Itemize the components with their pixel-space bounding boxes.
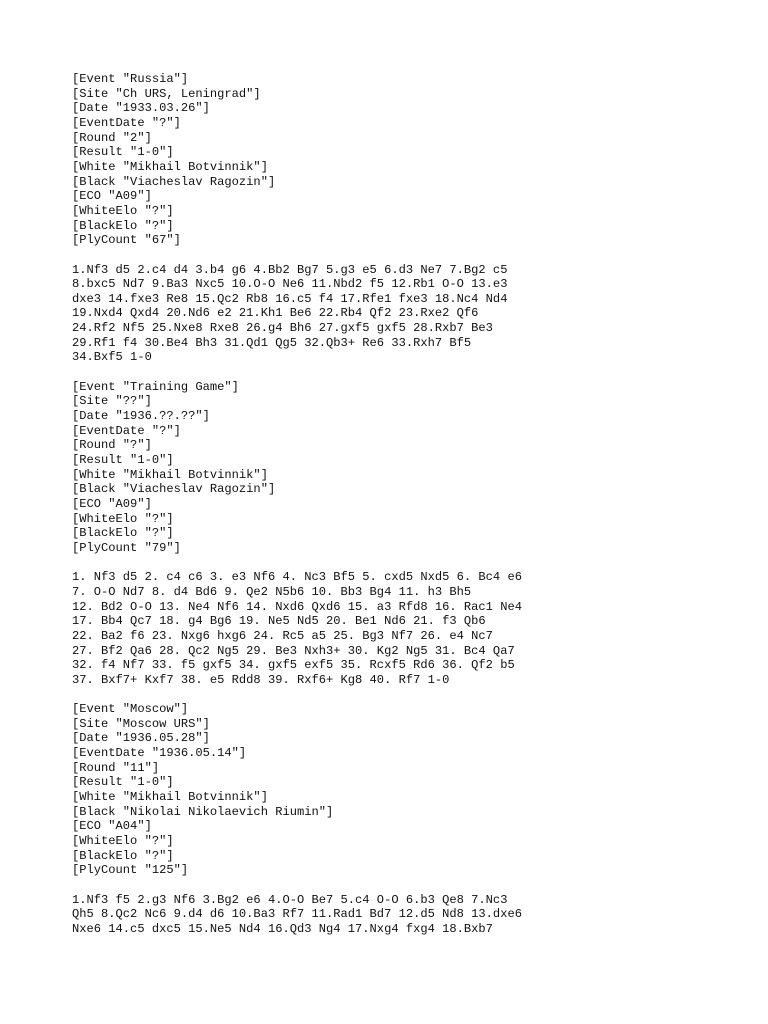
game-record xyxy=(72,72,732,365)
move-line: 7. O-O Nd7 8. d4 Bd6 9. Qe2 N5b6 10. Bb3 Bg4 11. h3 Bh5 xyxy=(72,584,472,599)
move-line: 32. f4 Nf7 33. f5 gxf5 34. gxf5 exf5 35. Rcxf5 Rd6 36. Qf2 b5 xyxy=(72,658,515,673)
game-moves xyxy=(72,263,732,366)
move-line: 17. Bb4 Qc7 18. g4 Bg6 19. Ne5 Nd5 20. Be1 Nd6 21. f3 Qb6 xyxy=(72,614,486,629)
tag-round: [Round "2"] xyxy=(72,130,152,145)
tag-eventdate: [EventDate "?"] xyxy=(72,423,181,438)
tag-result: [Result "1-0"] xyxy=(72,145,174,160)
tag-blackelo: [BlackElo "?"] xyxy=(72,218,174,233)
move-line: 24.Rf2 Nf5 25.Nxe8 Rxe8 26.g4 Bh6 27.gxf5 gxf5 28.Rxb7 Be3 xyxy=(72,321,493,336)
tag-result: [Result "1-0"] xyxy=(72,775,174,790)
tag-whiteelo: [WhiteElo "?"] xyxy=(72,203,174,218)
tag-white: [White "Mikhail Botvinnik"] xyxy=(72,467,268,482)
tag-plycount: [PlyCount "79"] xyxy=(72,540,181,555)
tag-white: [White "Mikhail Botvinnik"] xyxy=(72,159,268,174)
game-record xyxy=(72,380,732,688)
game-tags xyxy=(72,72,732,248)
move-line: 34.Bxf5 1-0 xyxy=(72,350,152,365)
tag-site: [Site "??"] xyxy=(72,394,152,409)
move-line: 29.Rf1 f4 30.Be4 Bh3 31.Qd1 Qg5 32.Qb3+ Re6 33.Rxh7 Bf5 xyxy=(72,335,472,350)
tag-date: [Date "1933.03.26"] xyxy=(72,101,210,116)
tag-eco: [ECO "A09"] xyxy=(72,497,152,511)
pgn-document xyxy=(72,72,732,951)
tag-event: [Event "Training Game"] xyxy=(72,379,239,394)
move-line: Qh5 8.Qc2 Nc6 9.d4 d6 10.Ba3 Rf7 11.Rad1 Bd7 12.d5 Nd8 13.dxe6 xyxy=(72,907,522,922)
tag-eventdate: [EventDate "1936.05.14"] xyxy=(72,746,247,761)
tag-black: [Black "Nikolai Nikolaevich Riumin"] xyxy=(72,804,334,819)
move-line: Nxe6 14.c5 dxc5 15.Ne5 Nd4 16.Qd3 Ng4 17.Nxg4 fxg4 18.Bxb7 xyxy=(72,921,493,936)
move-line: 27. Bf2 Qa6 28. Qc2 Ng5 29. Be3 Nxh3+ 30. Kg2 Ng5 31. Bc4 Qa7 xyxy=(72,643,515,658)
tag-site: [Site "Ch URS, Leningrad"] xyxy=(72,86,261,101)
game-tags xyxy=(72,380,732,556)
tag-round: [Round "11"] xyxy=(72,760,160,775)
game-record xyxy=(72,702,732,936)
tag-result: [Result "1-0"] xyxy=(72,453,174,468)
move-line: 12. Bd2 O-O 13. Ne4 Nf6 14. Nxd6 Qxd6 15. a3 Rfd8 16. Rac1 Ne4 xyxy=(72,599,522,614)
move-line: 8.bxc5 Nd7 9.Ba3 Nxc5 10.O-O Ne6 11.Nbd2 f5 12.Rb1 O-O 13.e3 xyxy=(72,277,508,292)
move-line: 1.Nf3 d5 2.c4 d4 3.b4 g6 4.Bb2 Bg7 5.g3 e5 6.d3 Ne7 7.Bg2 c5 xyxy=(72,262,508,277)
tag-date: [Date "1936.05.28"] xyxy=(72,731,210,746)
move-line: 37. Bxf7+ Kxf7 38. e5 Rdd8 39. Rxf6+ Kg8 40. Rf7 1-0 xyxy=(72,672,450,687)
tag-date: [Date "1936.??.??"] xyxy=(72,409,210,424)
move-line: 1.Nf3 f5 2.g3 Nf6 3.Bg2 e6 4.O-O Be7 5.c4 O-O 6.b3 Qe8 7.Nc3 xyxy=(72,892,508,907)
tag-event: [Event "Russia"] xyxy=(72,72,189,86)
move-line: 1. Nf3 d5 2. c4 c6 3. e3 Nf6 4. Nc3 Bf5 5. cxd5 Nxd5 6. Bc4 e6 xyxy=(72,570,522,585)
tag-blackelo: [BlackElo "?"] xyxy=(72,848,174,863)
game-moves xyxy=(72,570,732,687)
move-line: dxe3 14.fxe3 Re8 15.Qc2 Rb8 16.c5 f4 17.Rfe1 fxe3 18.Nc4 Nd4 xyxy=(72,291,508,306)
move-line: 22. Ba2 f6 23. Nxg6 hxg6 24. Rc5 a5 25. Bg3 Nf7 26. e4 Nc7 xyxy=(72,628,493,643)
tag-whiteelo: [WhiteElo "?"] xyxy=(72,511,174,526)
tag-blackelo: [BlackElo "?"] xyxy=(72,526,174,541)
tag-whiteelo: [WhiteElo "?"] xyxy=(72,834,174,849)
tag-round: [Round "?"] xyxy=(72,438,152,453)
tag-black: [Black "Viacheslav Ragozin"] xyxy=(72,482,276,497)
game-tags xyxy=(72,702,732,878)
tag-plycount: [PlyCount "125"] xyxy=(72,863,189,878)
tag-eco: [ECO "A09"] xyxy=(72,189,152,204)
tag-black: [Black "Viacheslav Ragozin"] xyxy=(72,174,276,189)
game-moves xyxy=(72,893,732,937)
tag-site: [Site "Moscow URS"] xyxy=(72,716,210,731)
tag-eventdate: [EventDate "?"] xyxy=(72,115,181,130)
move-line: 19.Nxd4 Qxd4 20.Nd6 e2 21.Kh1 Be6 22.Rb4 Qf2 23.Rxe2 Qf6 xyxy=(72,306,479,321)
tag-eco: [ECO "A04"] xyxy=(72,819,152,834)
tag-event: [Event "Moscow"] xyxy=(72,702,189,717)
tag-white: [White "Mikhail Botvinnik"] xyxy=(72,790,268,805)
tag-plycount: [PlyCount "67"] xyxy=(72,233,181,248)
